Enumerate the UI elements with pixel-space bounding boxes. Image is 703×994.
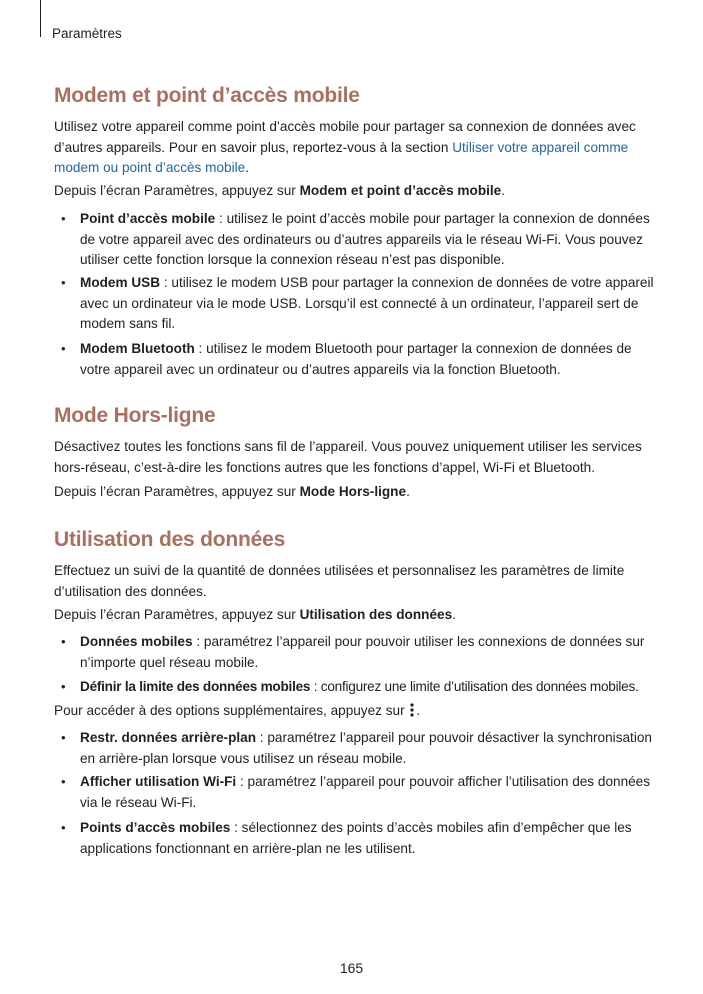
list-item: • Afficher utilisation Wi-Fi : paramétrez l’appareil pour pouvoir afficher l’utilisation des données via le réseau Wi-Fi. [61, 774, 651, 810]
bullet-icon: • [61, 679, 66, 694]
list-item: • Données mobiles : paramétrez l’appareil pour pouvoir utiliser les connexions de données sur n’importe quel réseau mobile. [61, 634, 645, 670]
bullet-icon: • [61, 730, 66, 745]
offline-path: Depuis l’écran Paramètres, appuyez sur Mode Hors-ligne. [54, 484, 410, 499]
header-rule [40, 0, 41, 37]
list-item: • Restr. données arrière-plan : paramétrez l’appareil pour pouvoir désactiver la synchronisation en arrière-plan lorsque vous utilisez un réseau mobile. [61, 730, 652, 766]
section-title-modem: Modem et point d’accès mobile [54, 84, 360, 107]
data-path: Depuis l’écran Paramètres, appuyez sur Utilisation des données. [54, 607, 456, 622]
list-item: • Modem Bluetooth : utilisez le modem Bluetooth pour partager la connexion de données de votre appareil avec un ordinateur ou d’autres appareils via la fonction Bluetooth. [61, 341, 632, 377]
list-item: • Point d’accès mobile : utilisez le point d’accès mobile pour partager la connexion de données de votre appareil avec des ordinateurs ou d’autres appareils via le réseau Wi-Fi. Vous pouvez utiliser cette fonction lorsque la connexion réseau n’est pas disponible. [61, 211, 650, 267]
section-title-offline: Mode Hors-ligne [54, 404, 216, 427]
section-title-data-usage: Utilisation des données [54, 528, 286, 551]
bullet-icon: • [61, 275, 66, 290]
modem-intro: Utilisez votre appareil comme point d’accès mobile pour partager sa connexion de données avec d’autres appareils. Pour en savoir plus, reportez-vous à la section Utiliser votre appareil comme modem ou point d’accès mobile. [54, 119, 636, 175]
bullet-icon: • [61, 341, 66, 356]
running-header: Paramètres [52, 26, 122, 41]
page-number: 165 [339, 960, 364, 976]
link-modem-guide[interactable]: Utiliser votre appareil comme modem ou point d’accès mobile [54, 139, 629, 175]
bullet-icon: • [61, 774, 66, 789]
list-item: • Définir la limite des données mobiles : configurez une limite d’utilisation des données mobiles. [54, 677, 654, 698]
list-item: • Points d’accès mobiles : sélectionnez des points d’accès mobiles afin d’empêcher que les applications fonctionnant en arrière-plan ne les utilisent. [61, 820, 632, 856]
list-item: • Modem USB : utilisez le modem USB pour partager la connexion de données de votre appareil avec un ordinateur via le mode USB. Lorsqu’il est connecté à un ordinateur, l’appareil sert de modem sans fil. [61, 275, 654, 331]
offline-intro: Désactivez toutes les fonctions sans fil de l’appareil. Vous pouvez uniquement utiliser les services hors-réseau, c’est-à-dire les fonctions autres que les fonctions d’appel, Wi-Fi et Bluetooth. [54, 439, 642, 475]
data-intro: Effectuez un suivi de la quantité de données utilisées et personnalisez les paramètres de limite d’utilisation des données. [54, 563, 625, 599]
bullet-icon: • [61, 820, 66, 835]
more-options-instruction: Pour accéder à des options supplémentaires, appuyez sur . [54, 703, 421, 718]
bullet-icon: • [61, 634, 66, 649]
more-options-icon [409, 703, 415, 717]
bullet-icon: • [61, 211, 66, 226]
modem-path: Depuis l’écran Paramètres, appuyez sur Modem et point d’accès mobile. [54, 183, 506, 198]
